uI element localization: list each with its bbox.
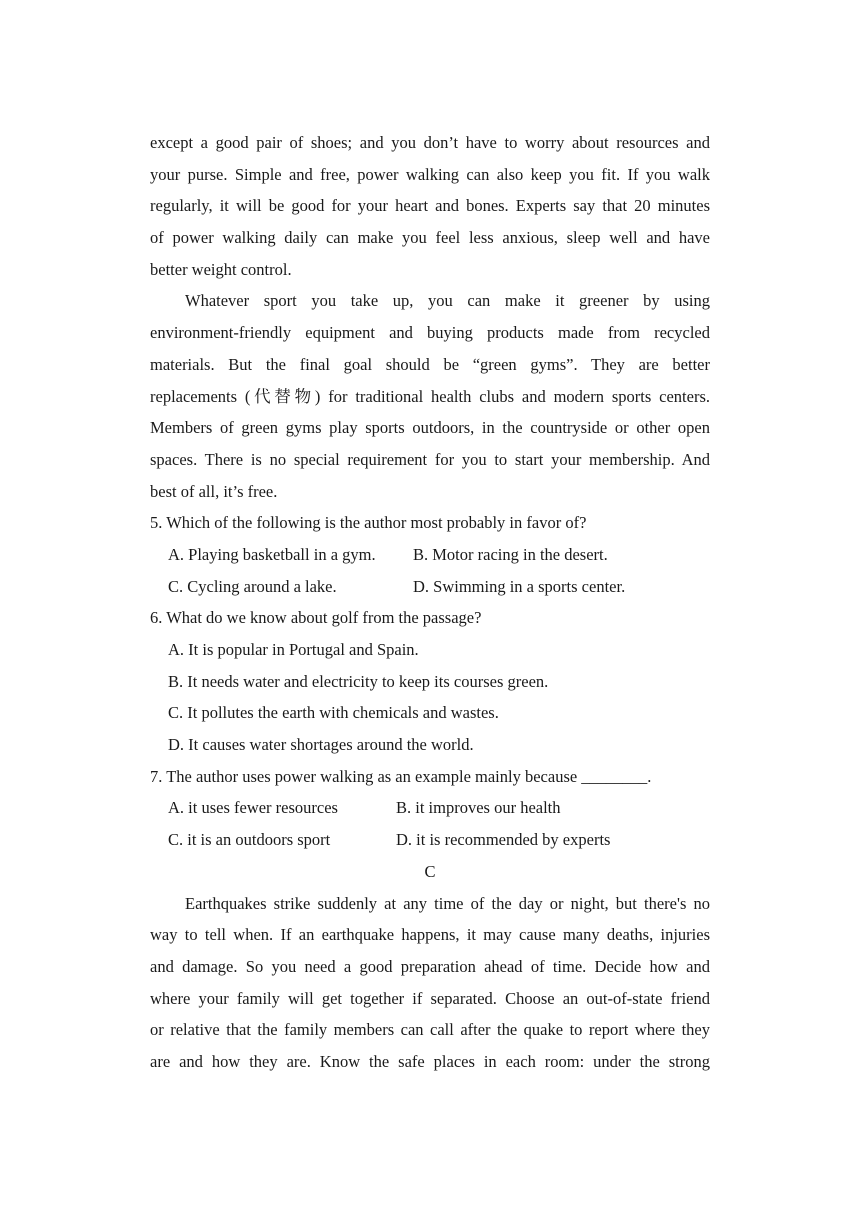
- option-a: A. It is popular in Portugal and Spain.: [168, 640, 419, 659]
- text-line: of power walking daily can make you feel less anxious, sleep well and have: [150, 228, 710, 248]
- option-d: D. Swimming in a sports center.: [413, 576, 626, 596]
- question-stem: 7. The author uses power walking as an example mainly because ________.: [150, 766, 652, 786]
- section-heading: C: [424, 861, 436, 881]
- option-c: C. Cycling around a lake.: [168, 576, 337, 596]
- option-c: C. It pollutes the earth with chemicals and wastes.: [168, 703, 499, 723]
- passage-c-paragraph: [150, 888, 710, 1078]
- option-row: [150, 571, 710, 603]
- option-b: B. Motor racing in the desert.: [413, 544, 608, 564]
- text-line: are and how they are. Know the safe places in each room: under the strong: [150, 1051, 710, 1071]
- option-row: [150, 792, 710, 824]
- text-line: materials. But the final goal should be “green gyms”. They are better: [150, 354, 710, 374]
- text-line: environment-friendly equipment and buying products made from recycled: [150, 323, 710, 343]
- question-6: [150, 602, 710, 760]
- option-b: B. It needs water and electricity to keep its courses green.: [168, 671, 549, 691]
- question-5: [150, 507, 710, 602]
- text-line: way to tell when. If an earthquake happens, it may cause many deaths, injuries: [150, 925, 710, 945]
- text-line: except a good pair of shoes; and you don’t have to worry about resources and: [150, 133, 710, 152]
- option-d: D. it is recommended by experts: [396, 830, 611, 850]
- option-a: A. it uses fewer resources: [168, 798, 338, 818]
- text-line: or relative that the family members can call after the quake to report where they: [150, 1020, 710, 1040]
- option-row: [150, 824, 710, 856]
- text-line: where your family will get together if separated. Choose an out-of-state friend: [150, 988, 710, 1008]
- text-line: Earthquakes strike suddenly at any time of the day or night, but there's no: [185, 893, 710, 913]
- option-b: B. it improves our health: [396, 798, 561, 818]
- option-d: D. It causes water shortages around the world.: [168, 735, 474, 755]
- text-line: better weight control.: [150, 259, 292, 279]
- question-stem: 6. What do we know about golf from the passage?: [150, 608, 482, 628]
- document-page: [150, 127, 710, 1078]
- option-row: [150, 539, 710, 571]
- passage-b-paragraph-2: [150, 285, 710, 507]
- text-line: regularly, it will be good for your heart and bones. Experts say that 20 minutes: [150, 196, 710, 216]
- question-7: [150, 761, 710, 856]
- text-line: Whatever sport you take up, you can make it greener by using: [185, 291, 710, 311]
- option-a: A. Playing basketball in a gym.: [168, 544, 376, 564]
- text-line: replacements (代替物) for traditional health clubs and modern sports centers.: [150, 386, 710, 406]
- text-line: and damage. So you need a good preparation ahead of time. Decide how and: [150, 956, 710, 976]
- passage-b-paragraph-1: [150, 127, 710, 285]
- text-line: Members of green gyms play sports outdoors, in the countryside or other open: [150, 418, 710, 438]
- text-line: your purse. Simple and free, power walking can also keep you fit. If you walk: [150, 164, 710, 184]
- question-stem: 5. Which of the following is the author most probably in favor of?: [150, 513, 587, 533]
- text-line: best of all, it’s free.: [150, 481, 278, 501]
- option-c: C. it is an outdoors sport: [168, 830, 331, 850]
- text-line: spaces. There is no special requirement for you to start your membership. And: [150, 449, 710, 469]
